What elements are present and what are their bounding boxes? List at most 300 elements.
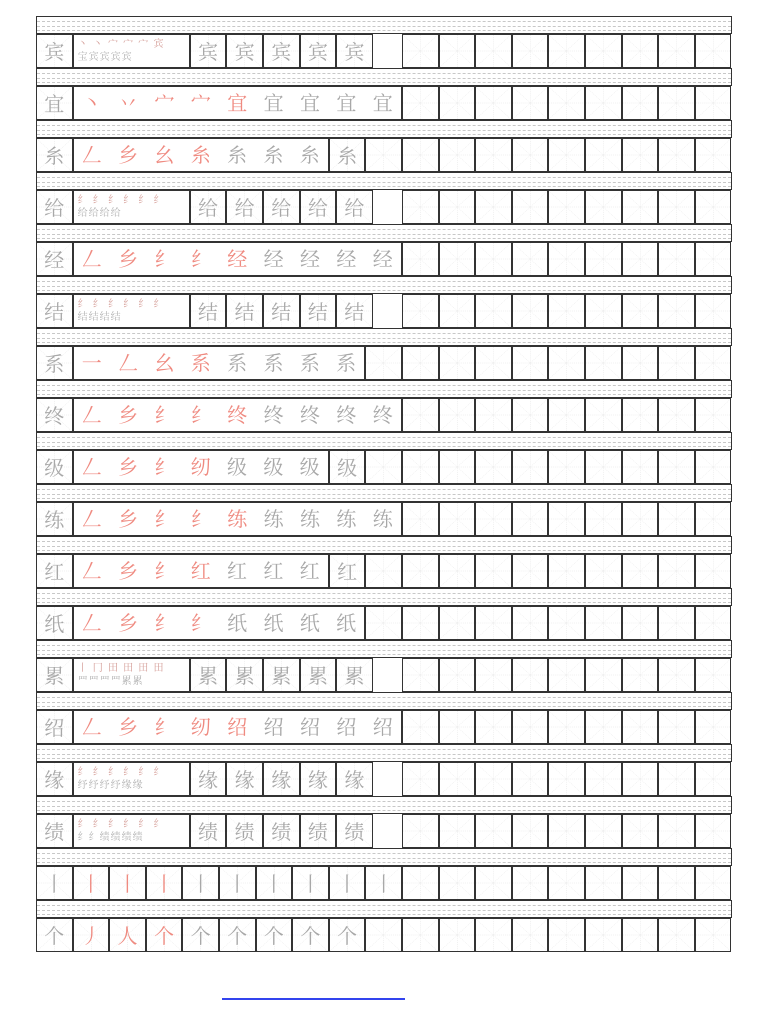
- stroke-step: 纫: [190, 715, 211, 739]
- trace-cell: [300, 34, 337, 68]
- cell-guide-lines: [476, 607, 511, 639]
- cell-guide-lines: [623, 347, 658, 379]
- empty-practice-cell: [548, 554, 585, 588]
- cell-guide-lines: [513, 555, 548, 587]
- cell-guide-lines: [586, 87, 621, 119]
- practice-char: 终: [44, 404, 65, 428]
- empty-practice-cell: [658, 762, 695, 796]
- cell-guide-lines: [549, 659, 584, 691]
- cell-guide-lines: [403, 191, 438, 223]
- cell-guide-lines: [623, 399, 658, 431]
- empty-practice-cell: [658, 86, 695, 120]
- empty-practice-cell: [512, 606, 549, 640]
- cell-guide-lines: [440, 815, 475, 847]
- practice-char: 糸: [337, 144, 358, 168]
- empty-practice-cell: [475, 502, 512, 536]
- character-row: [36, 502, 732, 536]
- header-char-cell: [36, 190, 73, 224]
- empty-practice-cell: [622, 294, 659, 328]
- cell-guide-lines: [476, 503, 511, 535]
- cell-guide-lines: [403, 919, 438, 951]
- stroke-order-line-2: 宝宾宾宾宾: [77, 52, 133, 63]
- stroke-order-line-2: 纟纟绩绩绩绩: [77, 832, 144, 843]
- header-char-cell: [36, 242, 73, 276]
- stroke-step: 𠃋: [81, 507, 102, 531]
- stroke-step: 练: [336, 507, 357, 531]
- cell-guide-lines: [403, 87, 438, 119]
- empty-practice-cell: [585, 190, 622, 224]
- trace-cell: [182, 866, 219, 900]
- practice-char: 给: [234, 196, 255, 220]
- empty-practice-cell: [585, 138, 622, 172]
- cell-guide-lines: [549, 295, 584, 327]
- empty-practice-cell: [622, 190, 659, 224]
- cell-guide-lines: [403, 503, 438, 535]
- trace-cell: [182, 918, 219, 952]
- trace-cell: [263, 294, 300, 328]
- cell-guide-lines: [403, 711, 438, 743]
- cell-guide-lines: [476, 555, 511, 587]
- cell-guide-lines: [513, 659, 548, 691]
- cell-guide-lines: [403, 815, 438, 847]
- header-char-cell: [36, 866, 73, 900]
- practice-char: 结: [198, 300, 219, 324]
- trace-cell: [263, 658, 300, 692]
- cell-guide-lines: [586, 659, 621, 691]
- header-char-cell: [36, 814, 73, 848]
- stroke-order-line-1: 纟 纟 纟 纟 纟 纟: [77, 819, 165, 830]
- empty-practice-cell: [475, 710, 512, 744]
- cell-guide-lines: [623, 191, 658, 223]
- cell-guide-lines: [513, 139, 548, 171]
- stroke-step: 绍: [227, 715, 248, 739]
- empty-practice-cell: [512, 762, 549, 796]
- empty-practice-cell: [695, 294, 732, 328]
- practice-char: 练: [44, 508, 65, 532]
- empty-practice-cell: [402, 86, 439, 120]
- cell-guide-lines: [513, 243, 548, 275]
- empty-practice-cell: [475, 658, 512, 692]
- practice-char: 宾: [344, 40, 365, 64]
- stroke-step: 纟: [154, 247, 175, 271]
- empty-practice-cell: [439, 242, 476, 276]
- header-char-cell: [36, 606, 73, 640]
- practice-char: 结: [271, 300, 292, 324]
- trace-cell: [219, 918, 256, 952]
- trace-cell: [226, 658, 263, 692]
- trace-cell: [146, 918, 183, 952]
- empty-practice-cell: [695, 658, 732, 692]
- empty-practice-cell: [695, 398, 732, 432]
- cell-guide-lines: [366, 451, 401, 483]
- stroke-step: 丶: [81, 91, 102, 115]
- empty-practice-cell: [439, 866, 476, 900]
- stroke-step: 红: [299, 559, 320, 583]
- pinyin-band: [36, 120, 732, 138]
- empty-practice-cell: [548, 710, 585, 744]
- cell-guide-lines: [696, 607, 731, 639]
- cell-guide-lines: [549, 191, 584, 223]
- trace-cell: [300, 190, 337, 224]
- stroke-step: 终: [227, 403, 248, 427]
- empty-practice-cell: [695, 34, 732, 68]
- stroke-order-strip: [73, 398, 402, 432]
- trace-cell: [336, 814, 373, 848]
- empty-practice-cell: [439, 918, 476, 952]
- cell-guide-lines: [440, 399, 475, 431]
- trace-cell: [190, 34, 227, 68]
- empty-practice-cell: [512, 658, 549, 692]
- cell-guide-lines: [513, 451, 548, 483]
- empty-practice-cell: [695, 606, 732, 640]
- practice-char: 个: [154, 924, 175, 948]
- cell-guide-lines: [403, 867, 438, 899]
- practice-char: 个: [44, 924, 65, 948]
- cell-guide-lines: [476, 191, 511, 223]
- stroke-step: 练: [372, 507, 393, 531]
- empty-practice-cell: [622, 138, 659, 172]
- trace-cell: [190, 294, 227, 328]
- empty-practice-cell: [585, 814, 622, 848]
- empty-practice-cell: [475, 918, 512, 952]
- practice-char: 累: [271, 664, 292, 688]
- practice-char: 级: [337, 456, 358, 480]
- practice-char: 给: [271, 196, 292, 220]
- trace-cell: [336, 658, 373, 692]
- pinyin-band: [36, 536, 732, 554]
- cell-guide-lines: [476, 815, 511, 847]
- empty-practice-cell: [658, 866, 695, 900]
- empty-practice-cell: [585, 658, 622, 692]
- cell-guide-lines: [403, 139, 438, 171]
- pinyin-band: [36, 172, 732, 190]
- empty-practice-cell: [548, 606, 585, 640]
- cell-guide-lines: [513, 191, 548, 223]
- stroke-step: 𠃋: [81, 143, 102, 167]
- empty-practice-cell: [475, 346, 512, 380]
- stroke-order-strip: [73, 86, 402, 120]
- stroke-step: 𠃋: [81, 611, 102, 635]
- cell-guide-lines: [623, 867, 658, 899]
- empty-practice-cell: [658, 606, 695, 640]
- trace-cell: [226, 34, 263, 68]
- character-row: [36, 606, 732, 640]
- trace-cell: [263, 34, 300, 68]
- cell-guide-lines: [366, 347, 401, 379]
- cell-guide-lines: [549, 35, 584, 67]
- empty-practice-cell: [695, 866, 732, 900]
- character-row: [36, 86, 732, 120]
- trace-cell: [336, 762, 373, 796]
- cell-guide-lines: [549, 451, 584, 483]
- empty-practice-cell: [585, 346, 622, 380]
- stroke-step: 绍: [263, 715, 284, 739]
- empty-practice-cell: [512, 242, 549, 276]
- character-row: [36, 710, 732, 744]
- cell-guide-lines: [659, 867, 694, 899]
- cell-guide-lines: [586, 867, 621, 899]
- practice-char: 级: [44, 456, 65, 480]
- stroke-step: 纟: [190, 611, 211, 635]
- empty-practice-cell: [548, 398, 585, 432]
- practice-char: 丨: [263, 872, 284, 896]
- cell-guide-lines: [366, 139, 401, 171]
- empty-practice-cell: [548, 450, 585, 484]
- cell-guide-lines: [586, 243, 621, 275]
- empty-practice-cell: [622, 710, 659, 744]
- footer-link[interactable]: [222, 998, 405, 1000]
- practice-char: 绩: [307, 820, 328, 844]
- stroke-step: 𠃋: [118, 351, 139, 375]
- empty-practice-cell: [439, 190, 476, 224]
- cell-guide-lines: [549, 139, 584, 171]
- stroke-step: 级: [227, 455, 247, 479]
- empty-practice-cell: [658, 918, 695, 952]
- empty-practice-cell: [622, 606, 659, 640]
- stroke-step: 纸: [263, 611, 284, 635]
- trace-cell: [300, 294, 337, 328]
- practice-char: 丨: [337, 872, 358, 896]
- stroke-step: 纟: [154, 507, 175, 531]
- practice-char: 累: [44, 664, 65, 688]
- cell-guide-lines: [513, 919, 548, 951]
- cell-guide-lines: [549, 919, 584, 951]
- cell-guide-lines: [696, 35, 731, 67]
- stroke-order-strip: [73, 242, 402, 276]
- trace-cell: [256, 918, 293, 952]
- cell-guide-lines: [440, 659, 475, 691]
- stroke-step: 绍: [336, 715, 357, 739]
- practice-char: 宾: [44, 40, 65, 64]
- character-row: [36, 554, 732, 588]
- cell-guide-lines: [623, 711, 658, 743]
- empty-practice-cell: [402, 554, 439, 588]
- stroke-step: 𠃋: [81, 455, 102, 479]
- cell-guide-lines: [696, 347, 731, 379]
- empty-practice-cell: [548, 242, 585, 276]
- stroke-step: 练: [300, 507, 321, 531]
- cell-guide-lines: [403, 35, 438, 67]
- stroke-step: 乡: [118, 559, 139, 583]
- stroke-step: 系: [263, 351, 284, 375]
- cell-guide-lines: [476, 139, 511, 171]
- cell-guide-lines: [659, 503, 694, 535]
- stroke-step: 纫: [190, 455, 211, 479]
- practice-char: 纸: [44, 612, 65, 636]
- practice-char: 人: [117, 924, 138, 948]
- empty-practice-cell: [402, 710, 439, 744]
- empty-practice-cell: [548, 918, 585, 952]
- cell-guide-lines: [549, 399, 584, 431]
- trace-cell: [226, 814, 263, 848]
- empty-practice-cell: [439, 554, 476, 588]
- cell-guide-lines: [696, 139, 731, 171]
- stroke-step: 乡: [118, 247, 139, 271]
- cell-guide-lines: [476, 711, 511, 743]
- practice-char: 宜: [44, 92, 65, 116]
- cell-guide-lines: [623, 815, 658, 847]
- trace-cell: [146, 866, 183, 900]
- cell-guide-lines: [403, 295, 438, 327]
- cell-guide-lines: [549, 763, 584, 795]
- trace-cell: [336, 34, 373, 68]
- empty-practice-cell: [475, 398, 512, 432]
- empty-practice-cell: [512, 86, 549, 120]
- empty-practice-cell: [622, 866, 659, 900]
- empty-practice-cell: [658, 502, 695, 536]
- pinyin-band: [36, 484, 732, 502]
- cell-guide-lines: [549, 815, 584, 847]
- empty-practice-cell: [365, 554, 402, 588]
- cell-guide-lines: [549, 347, 584, 379]
- pinyin-band: [36, 744, 732, 762]
- cell-guide-lines: [440, 35, 475, 67]
- empty-practice-cell: [548, 762, 585, 796]
- cell-guide-lines: [513, 347, 548, 379]
- empty-practice-cell: [548, 86, 585, 120]
- trace-cell: [292, 866, 329, 900]
- trace-cell: [329, 138, 366, 172]
- stroke-step: 终: [300, 403, 321, 427]
- practice-char: 结: [307, 300, 328, 324]
- character-row: [36, 918, 732, 952]
- character-row: [36, 34, 732, 68]
- stroke-step: 宜: [336, 91, 357, 115]
- empty-practice-cell: [585, 762, 622, 796]
- empty-practice-cell: [658, 814, 695, 848]
- practice-char: 缘: [234, 768, 255, 792]
- empty-practice-cell: [475, 814, 512, 848]
- cell-guide-lines: [659, 87, 694, 119]
- trace-cell: [226, 294, 263, 328]
- practice-char: 绩: [44, 820, 65, 844]
- header-char-cell: [36, 918, 73, 952]
- trace-cell: [190, 762, 227, 796]
- pinyin-band: [36, 432, 732, 450]
- cell-guide-lines: [623, 919, 658, 951]
- trace-cell: [263, 814, 300, 848]
- practice-char: 丨: [190, 872, 211, 896]
- practice-char: 给: [198, 196, 219, 220]
- stroke-order-line-1: 丨 冂 田 田 田 田: [77, 663, 165, 674]
- stroke-order-strip: [73, 346, 366, 380]
- header-char-cell: [36, 34, 73, 68]
- empty-practice-cell: [622, 346, 659, 380]
- empty-practice-cell: [439, 398, 476, 432]
- practice-char: 绩: [344, 820, 365, 844]
- header-char-cell: [36, 762, 73, 796]
- practice-char: 累: [344, 664, 365, 688]
- practice-char: 个: [300, 924, 321, 948]
- practice-char: 给: [307, 196, 328, 220]
- stroke-step: 纟: [154, 715, 175, 739]
- empty-practice-cell: [512, 450, 549, 484]
- cell-guide-lines: [513, 763, 548, 795]
- stroke-step: 纸: [299, 611, 320, 635]
- practice-char: 丨: [373, 872, 394, 896]
- practice-char: 宾: [198, 40, 219, 64]
- pinyin-band: [36, 796, 732, 814]
- stroke-order-line-2: 罒罒罒罒累累: [77, 676, 144, 687]
- empty-practice-cell: [402, 502, 439, 536]
- cell-guide-lines: [623, 243, 658, 275]
- cell-guide-lines: [659, 191, 694, 223]
- cell-guide-lines: [696, 763, 731, 795]
- empty-practice-cell: [658, 34, 695, 68]
- trace-cell: [365, 866, 402, 900]
- character-row: [36, 866, 732, 900]
- cell-guide-lines: [659, 659, 694, 691]
- stroke-step: 经: [263, 247, 284, 271]
- cell-guide-lines: [586, 711, 621, 743]
- stroke-order-line-2: 结结结结: [77, 312, 122, 323]
- empty-practice-cell: [622, 398, 659, 432]
- cell-guide-lines: [403, 243, 438, 275]
- practice-char: 缘: [271, 768, 292, 792]
- empty-practice-cell: [658, 294, 695, 328]
- pinyin-band: [36, 692, 732, 710]
- empty-practice-cell: [475, 190, 512, 224]
- character-row: [36, 242, 732, 276]
- practice-char: 缘: [307, 768, 328, 792]
- empty-practice-cell: [475, 138, 512, 172]
- empty-practice-cell: [622, 554, 659, 588]
- practice-char: 红: [44, 560, 65, 584]
- cell-guide-lines: [549, 711, 584, 743]
- cell-guide-lines: [403, 763, 438, 795]
- empty-practice-cell: [548, 138, 585, 172]
- cell-guide-lines: [440, 347, 475, 379]
- cell-guide-lines: [586, 451, 621, 483]
- cell-guide-lines: [586, 919, 621, 951]
- character-row: [36, 346, 732, 380]
- header-char-cell: [36, 450, 73, 484]
- cell-guide-lines: [513, 503, 548, 535]
- empty-practice-cell: [512, 346, 549, 380]
- cell-guide-lines: [659, 347, 694, 379]
- empty-practice-cell: [475, 606, 512, 640]
- header-char-cell: [36, 710, 73, 744]
- cell-guide-lines: [513, 867, 548, 899]
- stroke-step: 练: [263, 507, 284, 531]
- stroke-step: 乡: [118, 143, 139, 167]
- practice-char: 系: [44, 352, 65, 376]
- cell-guide-lines: [440, 503, 475, 535]
- empty-practice-cell: [475, 86, 512, 120]
- empty-practice-cell: [402, 606, 439, 640]
- stroke-step: 乡: [118, 507, 139, 531]
- stroke-order-line-1: 纟 纟 纟 纟 纟 纟: [77, 195, 165, 206]
- empty-practice-cell: [439, 502, 476, 536]
- character-row: [36, 658, 732, 692]
- cell-guide-lines: [586, 347, 621, 379]
- empty-practice-cell: [402, 242, 439, 276]
- stroke-step: 乡: [118, 611, 139, 635]
- stroke-step: 宜: [263, 91, 284, 115]
- empty-practice-cell: [585, 606, 622, 640]
- empty-practice-cell: [695, 138, 732, 172]
- practice-char: 丨: [227, 872, 248, 896]
- stroke-order-strip: [73, 502, 402, 536]
- cell-guide-lines: [586, 815, 621, 847]
- cell-guide-lines: [586, 763, 621, 795]
- character-row: [36, 450, 732, 484]
- cell-guide-lines: [623, 607, 658, 639]
- trace-cell: [256, 866, 293, 900]
- empty-practice-cell: [402, 346, 439, 380]
- trace-cell: [109, 866, 146, 900]
- trace-cell: [336, 190, 373, 224]
